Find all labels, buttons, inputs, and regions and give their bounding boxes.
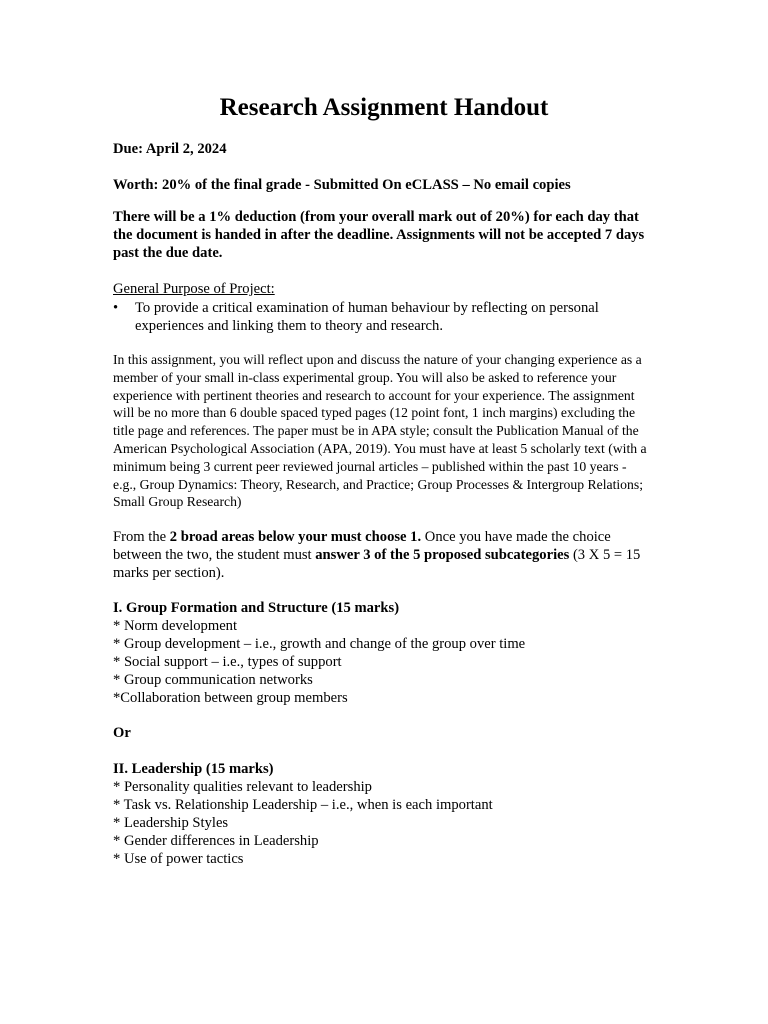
list-item: * Personality qualities relevant to leadership: [113, 779, 372, 795]
bullet-icon: •: [113, 300, 119, 316]
list-item: * Group development – i.e., growth and change of the group over time: [113, 636, 526, 652]
section-leadership: [113, 760, 653, 868]
list-item: * Social support – i.e., types of support: [113, 654, 342, 670]
choice-text-2: Once you have made the choice between the two, the student must: [113, 529, 611, 563]
list-item: * Leadership Styles: [113, 815, 229, 831]
choice-paragraph: [113, 528, 653, 582]
intro-paragraph: In this assignment, you will reflect upon and discuss the nature of your changing experience as a member of your small in-class experimental group. You will also be asked to reference your experience with pertinent theories and research to account for your experience. The assignment will be no more than 6 double spaced typed pages (12 point font, 1 inch margins) excluding the title page and references. The paper must be in APA style; consult the Publication Manual of the American Psychological Association (APA, 2019). You must have at least 5 scholarly text (with a minimum being 3 current peer reviewed journal articles – published within the past 10 years - e.g., Group Dynamics: Theory, Research, and Practice; Group Processes & Intergroup Relations; Small Group Research): [113, 352, 647, 510]
due-date: Due: April 2, 2024: [113, 141, 227, 157]
choice-bold-2: answer 3 of the 5 proposed subcategories: [315, 547, 570, 563]
purpose-heading: General Purpose of Project:: [113, 281, 275, 297]
purpose-bullet-item: [113, 299, 653, 337]
section-group-formation: [113, 599, 653, 707]
list-item: * Gender differences in Leadership: [113, 833, 319, 849]
list-item: * Use of power tactics: [113, 851, 244, 867]
purpose-bullet-text: To provide a critical examination of human behaviour by reflecting on personal experiences and linking them to theory and research.: [135, 300, 599, 334]
section-heading: II. Leadership (15 marks): [113, 761, 274, 777]
or-label: Or: [113, 725, 131, 741]
late-deduction-notice: There will be a 1% deduction (from your overall mark out of 20%) for each day that the document is handed in after the deadline. Assignments will not be accepted 7 days past the due date.: [113, 209, 645, 261]
list-item: * Task vs. Relationship Leadership – i.e., when is each important: [113, 797, 493, 813]
list-item: * Group communication networks: [113, 672, 313, 688]
choice-text-3: (3 X 5 = 15 marks per section).: [113, 547, 641, 581]
section-heading: I. Group Formation and Structure (15 marks): [113, 600, 400, 616]
page-title: Research Assignment Handout: [219, 94, 549, 121]
list-item: *Collaboration between group members: [113, 690, 348, 706]
worth-line: Worth: 20% of the final grade - Submitted On eCLASS – No email copies: [113, 177, 571, 193]
list-item: * Norm development: [113, 618, 238, 634]
choice-text-1: From the: [113, 529, 170, 545]
choice-bold-1: 2 broad areas below your must choose 1.: [169, 529, 422, 545]
